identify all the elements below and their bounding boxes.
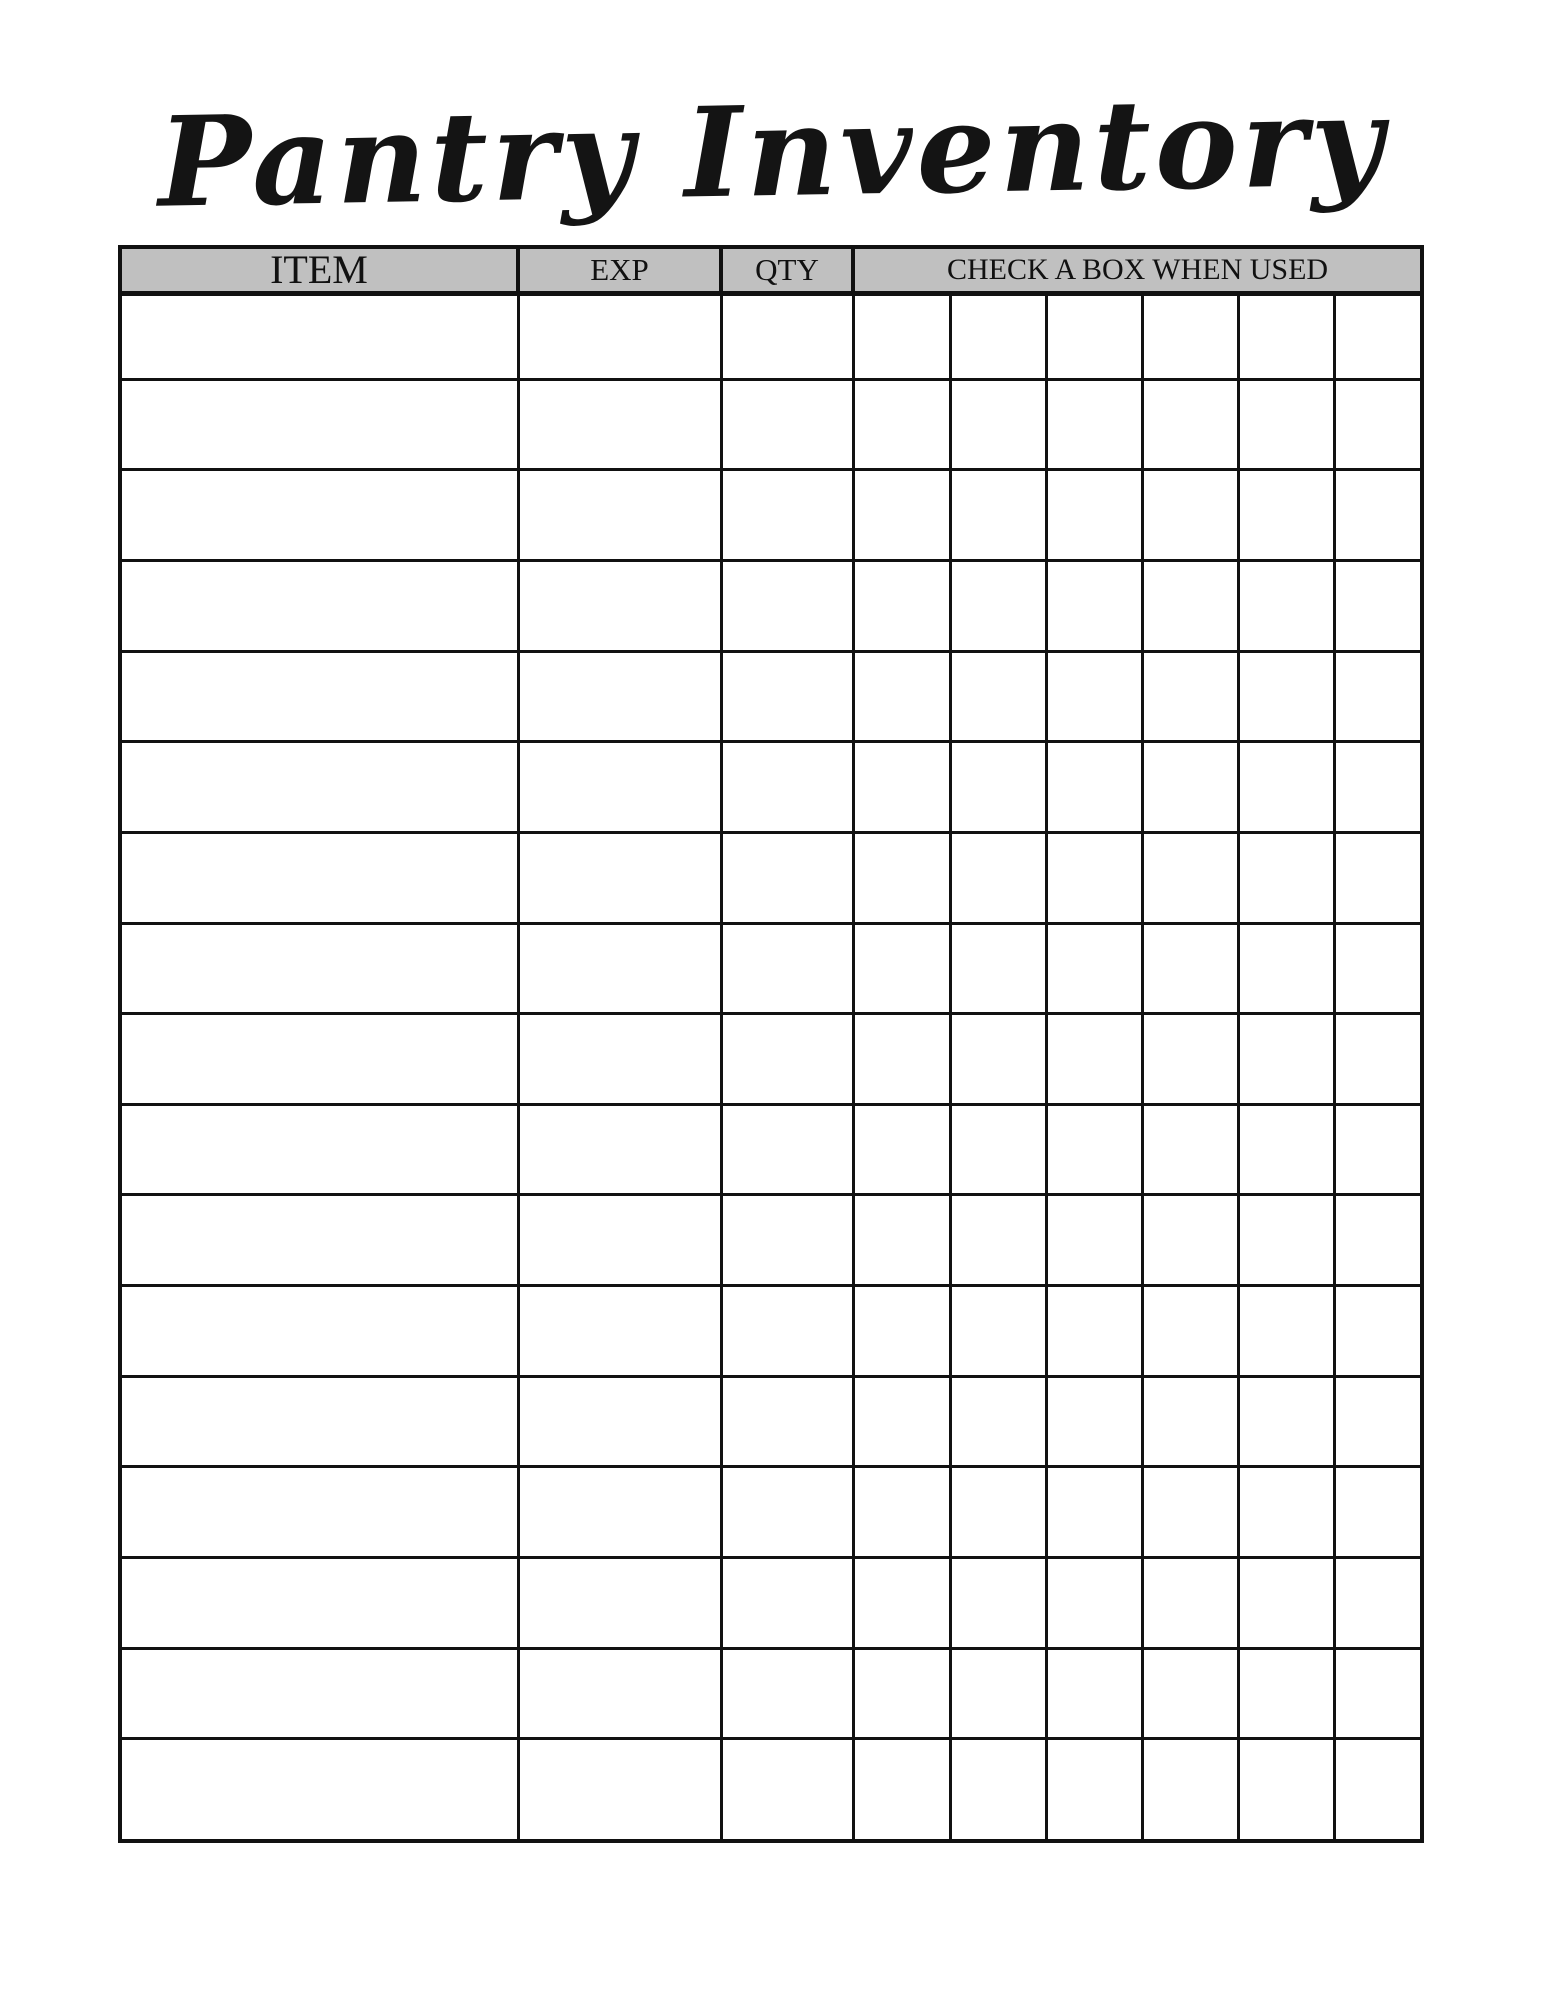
- used-checkbox[interactable]: [1046, 1467, 1142, 1558]
- exp-cell[interactable]: [518, 832, 721, 923]
- exp-cell[interactable]: [518, 379, 721, 470]
- table-row: [120, 1195, 1422, 1286]
- exp-cell[interactable]: [518, 1467, 721, 1558]
- table-row: [120, 1648, 1422, 1739]
- used-checkbox[interactable]: [1238, 560, 1334, 651]
- qty-cell[interactable]: [721, 379, 853, 470]
- used-checkbox[interactable]: [1142, 470, 1238, 561]
- used-checkbox[interactable]: [1238, 1195, 1334, 1286]
- used-checkbox[interactable]: [853, 1467, 950, 1558]
- exp-cell[interactable]: [518, 742, 721, 833]
- table-row: [120, 1739, 1422, 1841]
- used-checkbox[interactable]: [1046, 923, 1142, 1014]
- table-row: [120, 923, 1422, 1014]
- used-checkbox[interactable]: [1046, 560, 1142, 651]
- exp-cell[interactable]: [518, 1376, 721, 1467]
- item-cell[interactable]: [120, 923, 518, 1014]
- used-checkbox[interactable]: [1046, 1739, 1142, 1841]
- item-cell[interactable]: [120, 470, 518, 561]
- used-checkbox[interactable]: [853, 379, 950, 470]
- used-checkbox[interactable]: [950, 832, 1046, 923]
- used-checkbox[interactable]: [1142, 379, 1238, 470]
- used-checkbox[interactable]: [853, 923, 950, 1014]
- used-checkbox[interactable]: [1046, 832, 1142, 923]
- used-checkbox[interactable]: [950, 1014, 1046, 1105]
- used-checkbox[interactable]: [950, 742, 1046, 833]
- qty-cell[interactable]: [721, 470, 853, 561]
- used-checkbox[interactable]: [1334, 1739, 1422, 1841]
- used-checkbox[interactable]: [1238, 923, 1334, 1014]
- used-checkbox[interactable]: [1334, 1104, 1422, 1195]
- item-cell[interactable]: [120, 832, 518, 923]
- qty-cell[interactable]: [721, 294, 853, 380]
- used-checkbox[interactable]: [1334, 1558, 1422, 1649]
- table-row: [120, 560, 1422, 651]
- used-checkbox[interactable]: [1142, 1286, 1238, 1377]
- item-cell[interactable]: [120, 1286, 518, 1377]
- used-checkbox[interactable]: [1238, 832, 1334, 923]
- used-checkbox[interactable]: [950, 560, 1046, 651]
- used-checkbox[interactable]: [1238, 470, 1334, 561]
- used-checkbox[interactable]: [1046, 1104, 1142, 1195]
- used-checkbox[interactable]: [1334, 832, 1422, 923]
- used-checkbox[interactable]: [950, 379, 1046, 470]
- used-checkbox[interactable]: [1238, 1014, 1334, 1105]
- used-checkbox[interactable]: [1334, 1286, 1422, 1377]
- used-checkbox[interactable]: [1046, 1286, 1142, 1377]
- table-row: [120, 1467, 1422, 1558]
- exp-cell[interactable]: [518, 1195, 721, 1286]
- used-checkbox[interactable]: [1046, 294, 1142, 380]
- used-checkbox[interactable]: [1238, 1286, 1334, 1377]
- used-checkbox[interactable]: [950, 1648, 1046, 1739]
- table-row: [120, 832, 1422, 923]
- used-checkbox[interactable]: [853, 1195, 950, 1286]
- used-checkbox[interactable]: [1334, 379, 1422, 470]
- used-checkbox[interactable]: [950, 470, 1046, 561]
- qty-cell[interactable]: [721, 742, 853, 833]
- qty-cell[interactable]: [721, 1104, 853, 1195]
- exp-cell[interactable]: [518, 1648, 721, 1739]
- used-checkbox[interactable]: [1142, 560, 1238, 651]
- used-checkbox[interactable]: [1142, 1467, 1238, 1558]
- used-checkbox[interactable]: [950, 294, 1046, 380]
- used-checkbox[interactable]: [1334, 1376, 1422, 1467]
- used-checkbox[interactable]: [1142, 651, 1238, 742]
- used-checkbox[interactable]: [1238, 379, 1334, 470]
- qty-cell[interactable]: [721, 1376, 853, 1467]
- qty-cell[interactable]: [721, 1467, 853, 1558]
- used-checkbox[interactable]: [1334, 294, 1422, 380]
- used-checkbox[interactable]: [1142, 1376, 1238, 1467]
- exp-cell[interactable]: [518, 1558, 721, 1649]
- item-cell[interactable]: [120, 1014, 518, 1105]
- exp-cell[interactable]: [518, 1739, 721, 1841]
- used-checkbox[interactable]: [1046, 1014, 1142, 1105]
- table-row: [120, 742, 1422, 833]
- used-checkbox[interactable]: [1046, 1648, 1142, 1739]
- qty-cell[interactable]: [721, 1648, 853, 1739]
- table-row: [120, 1014, 1422, 1105]
- qty-cell[interactable]: [721, 560, 853, 651]
- table-row: [120, 1104, 1422, 1195]
- exp-cell[interactable]: [518, 651, 721, 742]
- used-checkbox[interactable]: [853, 1286, 950, 1377]
- used-checkbox[interactable]: [1334, 651, 1422, 742]
- used-checkbox[interactable]: [1334, 560, 1422, 651]
- exp-cell[interactable]: [518, 560, 721, 651]
- qty-cell[interactable]: [721, 1558, 853, 1649]
- used-checkbox[interactable]: [1142, 1558, 1238, 1649]
- used-checkbox[interactable]: [1046, 1376, 1142, 1467]
- qty-cell[interactable]: [721, 1014, 853, 1105]
- used-checkbox[interactable]: [1334, 742, 1422, 833]
- used-checkbox[interactable]: [1238, 1739, 1334, 1841]
- table-row: [120, 1558, 1422, 1649]
- table-header-row: [120, 247, 1422, 294]
- item-cell[interactable]: [120, 742, 518, 833]
- check-box-column-header: CHECK A BOX WHEN USED: [853, 247, 1422, 294]
- item-cell[interactable]: [120, 1467, 518, 1558]
- used-checkbox[interactable]: [853, 651, 950, 742]
- used-checkbox[interactable]: [1238, 651, 1334, 742]
- exp-cell[interactable]: [518, 1286, 721, 1377]
- used-checkbox[interactable]: [1046, 1558, 1142, 1649]
- exp-cell[interactable]: [518, 294, 721, 380]
- used-checkbox[interactable]: [1046, 470, 1142, 561]
- table-row: [120, 1286, 1422, 1377]
- item-cell[interactable]: [120, 294, 518, 380]
- qty-cell[interactable]: [721, 923, 853, 1014]
- used-checkbox[interactable]: [950, 1739, 1046, 1841]
- item-cell[interactable]: [120, 1195, 518, 1286]
- used-checkbox[interactable]: [853, 1014, 950, 1105]
- used-checkbox[interactable]: [1334, 1195, 1422, 1286]
- used-checkbox[interactable]: [1238, 1467, 1334, 1558]
- used-checkbox[interactable]: [853, 1376, 950, 1467]
- used-checkbox[interactable]: [853, 294, 950, 380]
- used-checkbox[interactable]: [853, 1648, 950, 1739]
- table-row: [120, 470, 1422, 561]
- item-cell[interactable]: [120, 1376, 518, 1467]
- exp-cell[interactable]: [518, 1014, 721, 1105]
- used-checkbox[interactable]: [950, 1558, 1046, 1649]
- used-checkbox[interactable]: [1334, 470, 1422, 561]
- used-checkbox[interactable]: [950, 923, 1046, 1014]
- used-checkbox[interactable]: [950, 1286, 1046, 1377]
- exp-cell[interactable]: [518, 1104, 721, 1195]
- item-cell[interactable]: [120, 560, 518, 651]
- inventory-rows: [120, 294, 1422, 1842]
- qty-cell[interactable]: [721, 832, 853, 923]
- used-checkbox[interactable]: [1238, 742, 1334, 833]
- used-checkbox[interactable]: [1046, 1195, 1142, 1286]
- used-checkbox[interactable]: [1142, 1014, 1238, 1105]
- used-checkbox[interactable]: [1238, 1558, 1334, 1649]
- used-checkbox[interactable]: [1142, 832, 1238, 923]
- used-checkbox[interactable]: [1142, 1104, 1238, 1195]
- used-checkbox[interactable]: [1238, 294, 1334, 380]
- item-cell[interactable]: [120, 1558, 518, 1649]
- used-checkbox[interactable]: [1142, 1195, 1238, 1286]
- used-checkbox[interactable]: [1142, 742, 1238, 833]
- exp-cell[interactable]: [518, 470, 721, 561]
- used-checkbox[interactable]: [950, 651, 1046, 742]
- qty-column-header: QTY: [721, 247, 853, 294]
- used-checkbox[interactable]: [950, 1104, 1046, 1195]
- qty-cell[interactable]: [721, 1739, 853, 1841]
- used-checkbox[interactable]: [1142, 1739, 1238, 1841]
- used-checkbox[interactable]: [1238, 1376, 1334, 1467]
- pantry-inventory-table: [118, 245, 1424, 1843]
- exp-column-header: EXP: [518, 247, 721, 294]
- used-checkbox[interactable]: [1238, 1648, 1334, 1739]
- table-row: [120, 1376, 1422, 1467]
- used-checkbox[interactable]: [1334, 923, 1422, 1014]
- table-row: [120, 294, 1422, 380]
- used-checkbox[interactable]: [1046, 651, 1142, 742]
- item-cell[interactable]: [120, 1104, 518, 1195]
- used-checkbox[interactable]: [950, 1376, 1046, 1467]
- used-checkbox[interactable]: [853, 560, 950, 651]
- item-cell[interactable]: [120, 1739, 518, 1841]
- item-cell[interactable]: [120, 379, 518, 470]
- item-cell[interactable]: [120, 1648, 518, 1739]
- item-column-header: ITEM: [120, 247, 518, 294]
- used-checkbox[interactable]: [1334, 1467, 1422, 1558]
- used-checkbox[interactable]: [950, 1467, 1046, 1558]
- used-checkbox[interactable]: [1238, 1104, 1334, 1195]
- table-row: [120, 651, 1422, 742]
- used-checkbox[interactable]: [1142, 923, 1238, 1014]
- used-checkbox[interactable]: [853, 742, 950, 833]
- qty-cell[interactable]: [721, 1195, 853, 1286]
- used-checkbox[interactable]: [1142, 1648, 1238, 1739]
- used-checkbox[interactable]: [853, 1739, 950, 1841]
- page-title: Pantry Inventory: [156, 69, 1389, 236]
- used-checkbox[interactable]: [1142, 294, 1238, 380]
- used-checkbox[interactable]: [1046, 742, 1142, 833]
- used-checkbox[interactable]: [853, 1104, 950, 1195]
- used-checkbox[interactable]: [1334, 1014, 1422, 1105]
- exp-cell[interactable]: [518, 923, 721, 1014]
- used-checkbox[interactable]: [1046, 379, 1142, 470]
- used-checkbox[interactable]: [950, 1195, 1046, 1286]
- used-checkbox[interactable]: [853, 470, 950, 561]
- used-checkbox[interactable]: [1334, 1648, 1422, 1739]
- item-cell[interactable]: [120, 651, 518, 742]
- qty-cell[interactable]: [721, 651, 853, 742]
- used-checkbox[interactable]: [853, 1558, 950, 1649]
- qty-cell[interactable]: [721, 1286, 853, 1377]
- used-checkbox[interactable]: [853, 832, 950, 923]
- table-row: [120, 379, 1422, 470]
